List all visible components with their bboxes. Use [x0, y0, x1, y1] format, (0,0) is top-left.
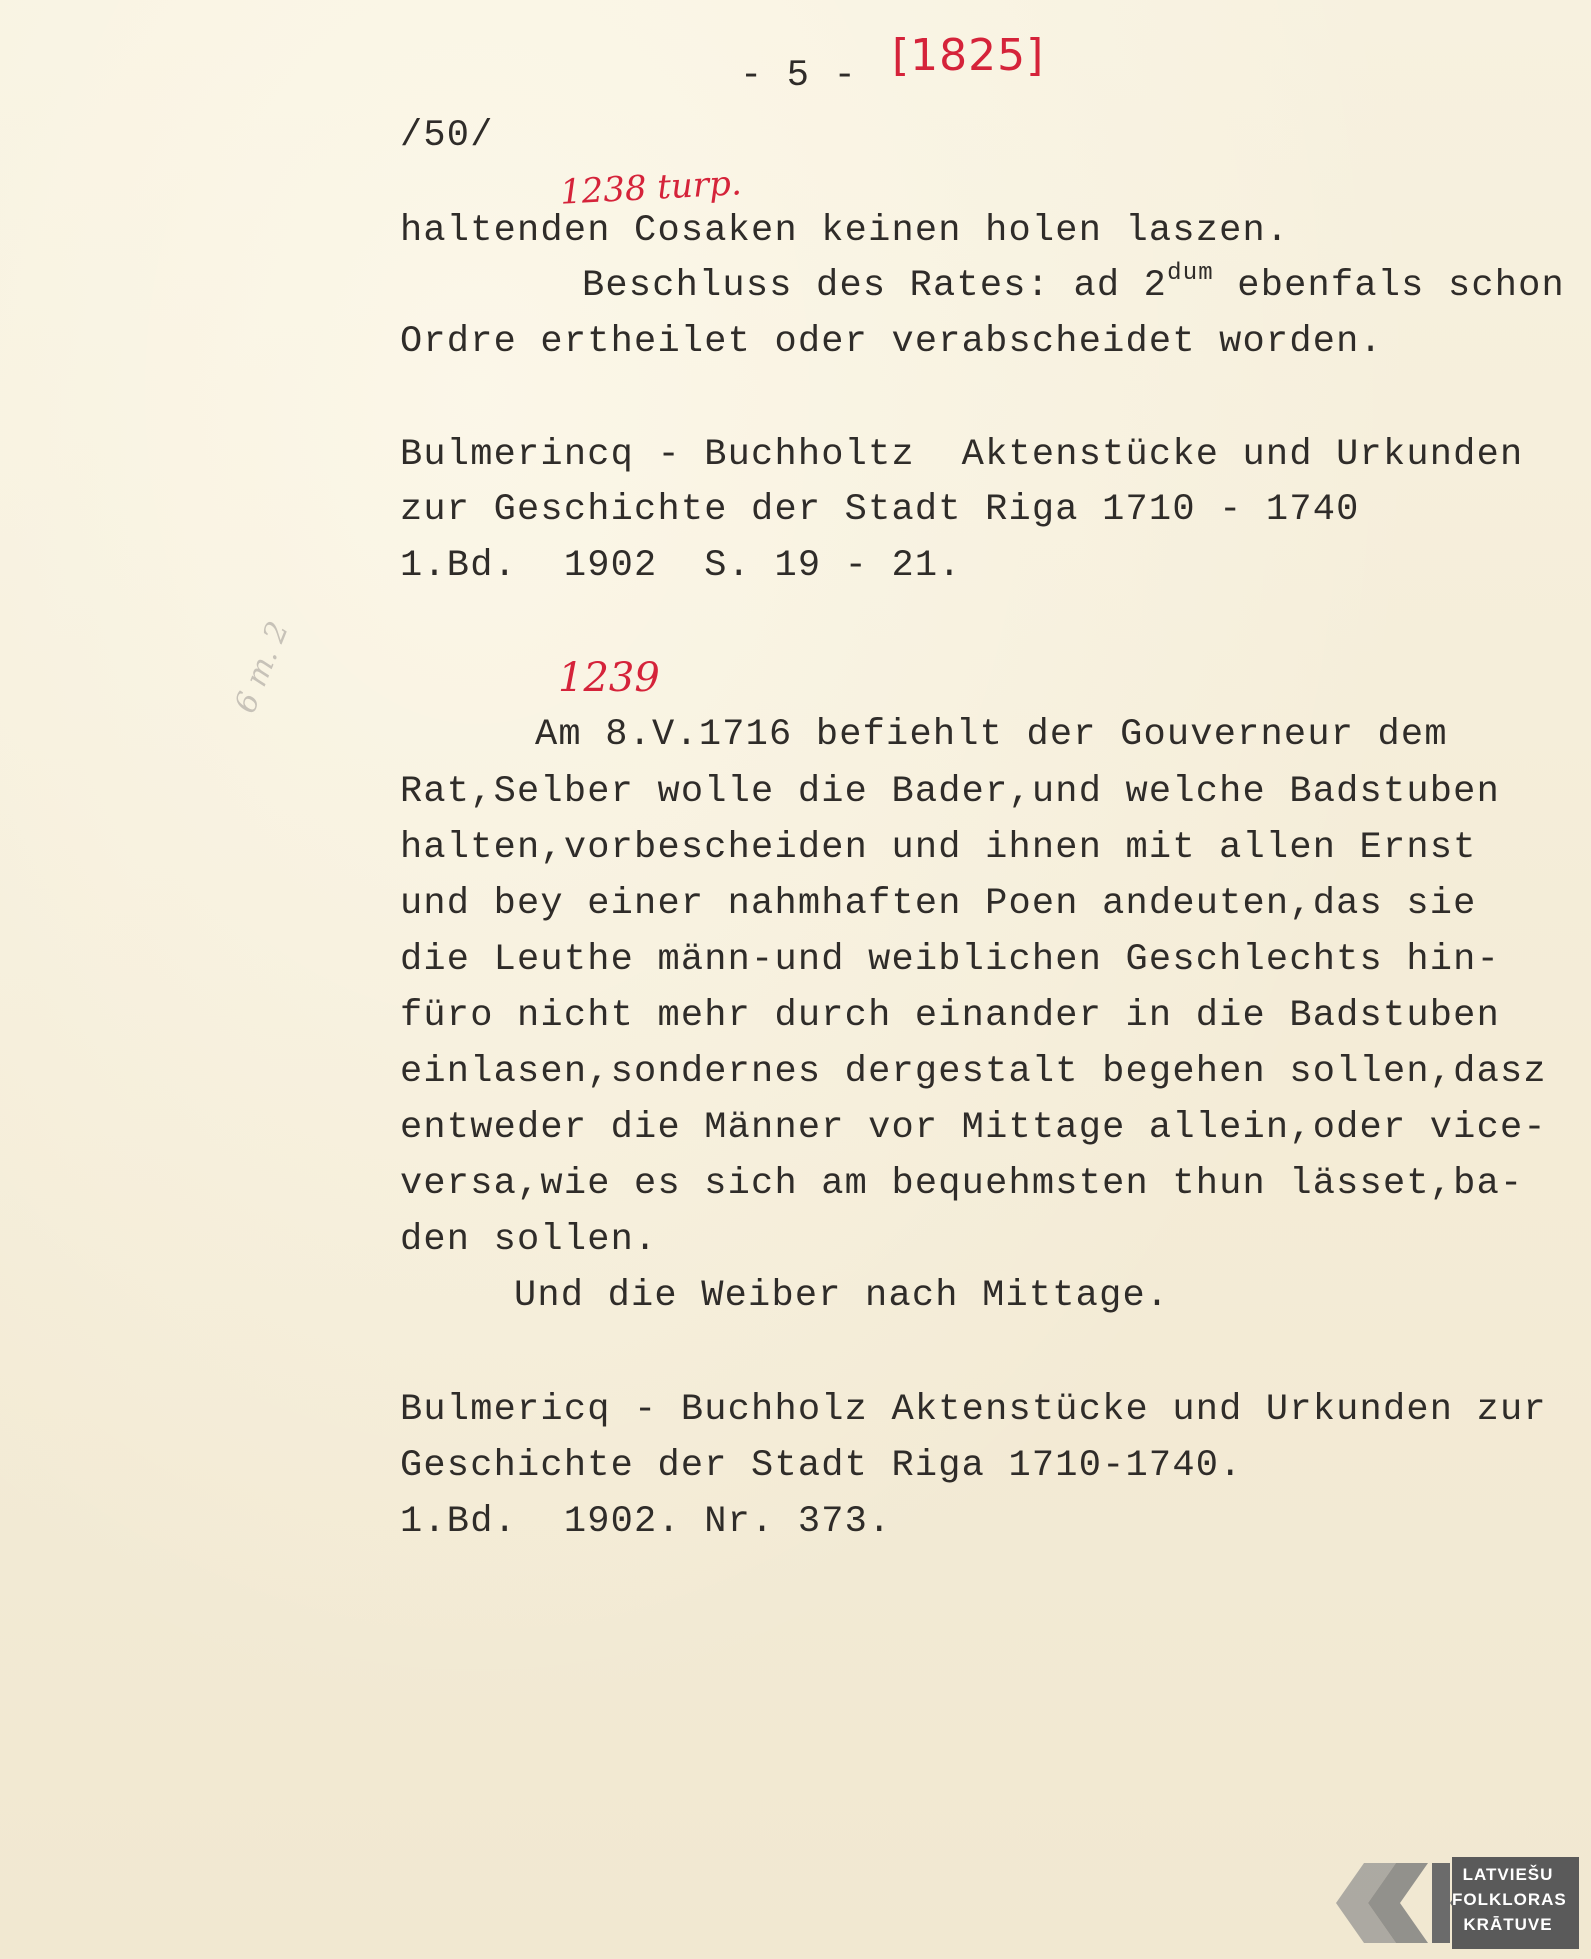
- text-line: haltenden Cosaken keinen holen laszen.: [400, 210, 1290, 252]
- red-annotation-1239: 1239: [558, 655, 660, 701]
- logo-text-line1: LATVIEŠU: [1462, 1865, 1554, 1884]
- text-line: Am 8.V.1716 befiehlt der Gouverneur dem: [535, 714, 1448, 756]
- text-line: und bey einer nahmhaften Poen andeuten,das sie: [400, 883, 1477, 925]
- text-line: einlasen,sondernes dergestalt begehen sollen,dasz: [400, 1051, 1547, 1093]
- text-line: die Leuthe männ-und weiblichen Geschlechts hin-: [400, 939, 1500, 981]
- page-number: - 5 -: [740, 55, 858, 97]
- citation-line: 1.Bd. 1902. Nr. 373.: [400, 1501, 892, 1543]
- text-line: Und die Weiber nach Mittage.: [514, 1275, 1170, 1317]
- margin-note: 6 m. 2: [228, 616, 297, 719]
- text-line: halten,vorbescheiden und ihnen mit allen Ernst: [400, 827, 1477, 869]
- text-line: entweder die Männer vor Mittage allein,oder vice-: [400, 1107, 1547, 1149]
- text-line: den sollen.: [400, 1219, 658, 1261]
- text-line: füro nicht mehr durch einander in die Badstuben: [400, 995, 1500, 1037]
- text-line: Ordre ertheilet oder verabscheidet worden.: [400, 321, 1383, 363]
- text-segment: ebenfals schon: [1213, 265, 1565, 307]
- red-annotation-1238: 1238 turp.: [559, 163, 743, 213]
- logo-text-line3: KRĀTUVE: [1463, 1915, 1553, 1934]
- superscript: dum: [1167, 260, 1214, 287]
- citation-line: zur Geschichte der Stadt Riga 1710 - 1740: [400, 489, 1360, 531]
- red-page-number: [1825]: [892, 30, 1045, 81]
- text-line: Rat,Selber wolle die Bader,und welche Badstuben: [400, 771, 1500, 813]
- citation-line: 1.Bd. 1902 S. 19 - 21.: [400, 545, 962, 587]
- text-segment: Beschluss des Rates: ad 2: [582, 265, 1168, 307]
- logo-text-line2: FOLKLORAS: [1452, 1890, 1567, 1909]
- citation-line: Bulmerincq - Buchholtz Aktenstücke und Urkunden: [400, 434, 1524, 476]
- text-line: versa,wie es sich am bequehmsten thun lässet,ba-: [400, 1163, 1524, 1205]
- citation-line: Geschichte der Stadt Riga 1710-1740.: [400, 1445, 1243, 1487]
- section-marker: /50/: [400, 115, 494, 157]
- text-line: [582, 260, 1565, 307]
- citation-line: Bulmericq - Buchholz Aktenstücke und Urkunden zur: [400, 1389, 1547, 1431]
